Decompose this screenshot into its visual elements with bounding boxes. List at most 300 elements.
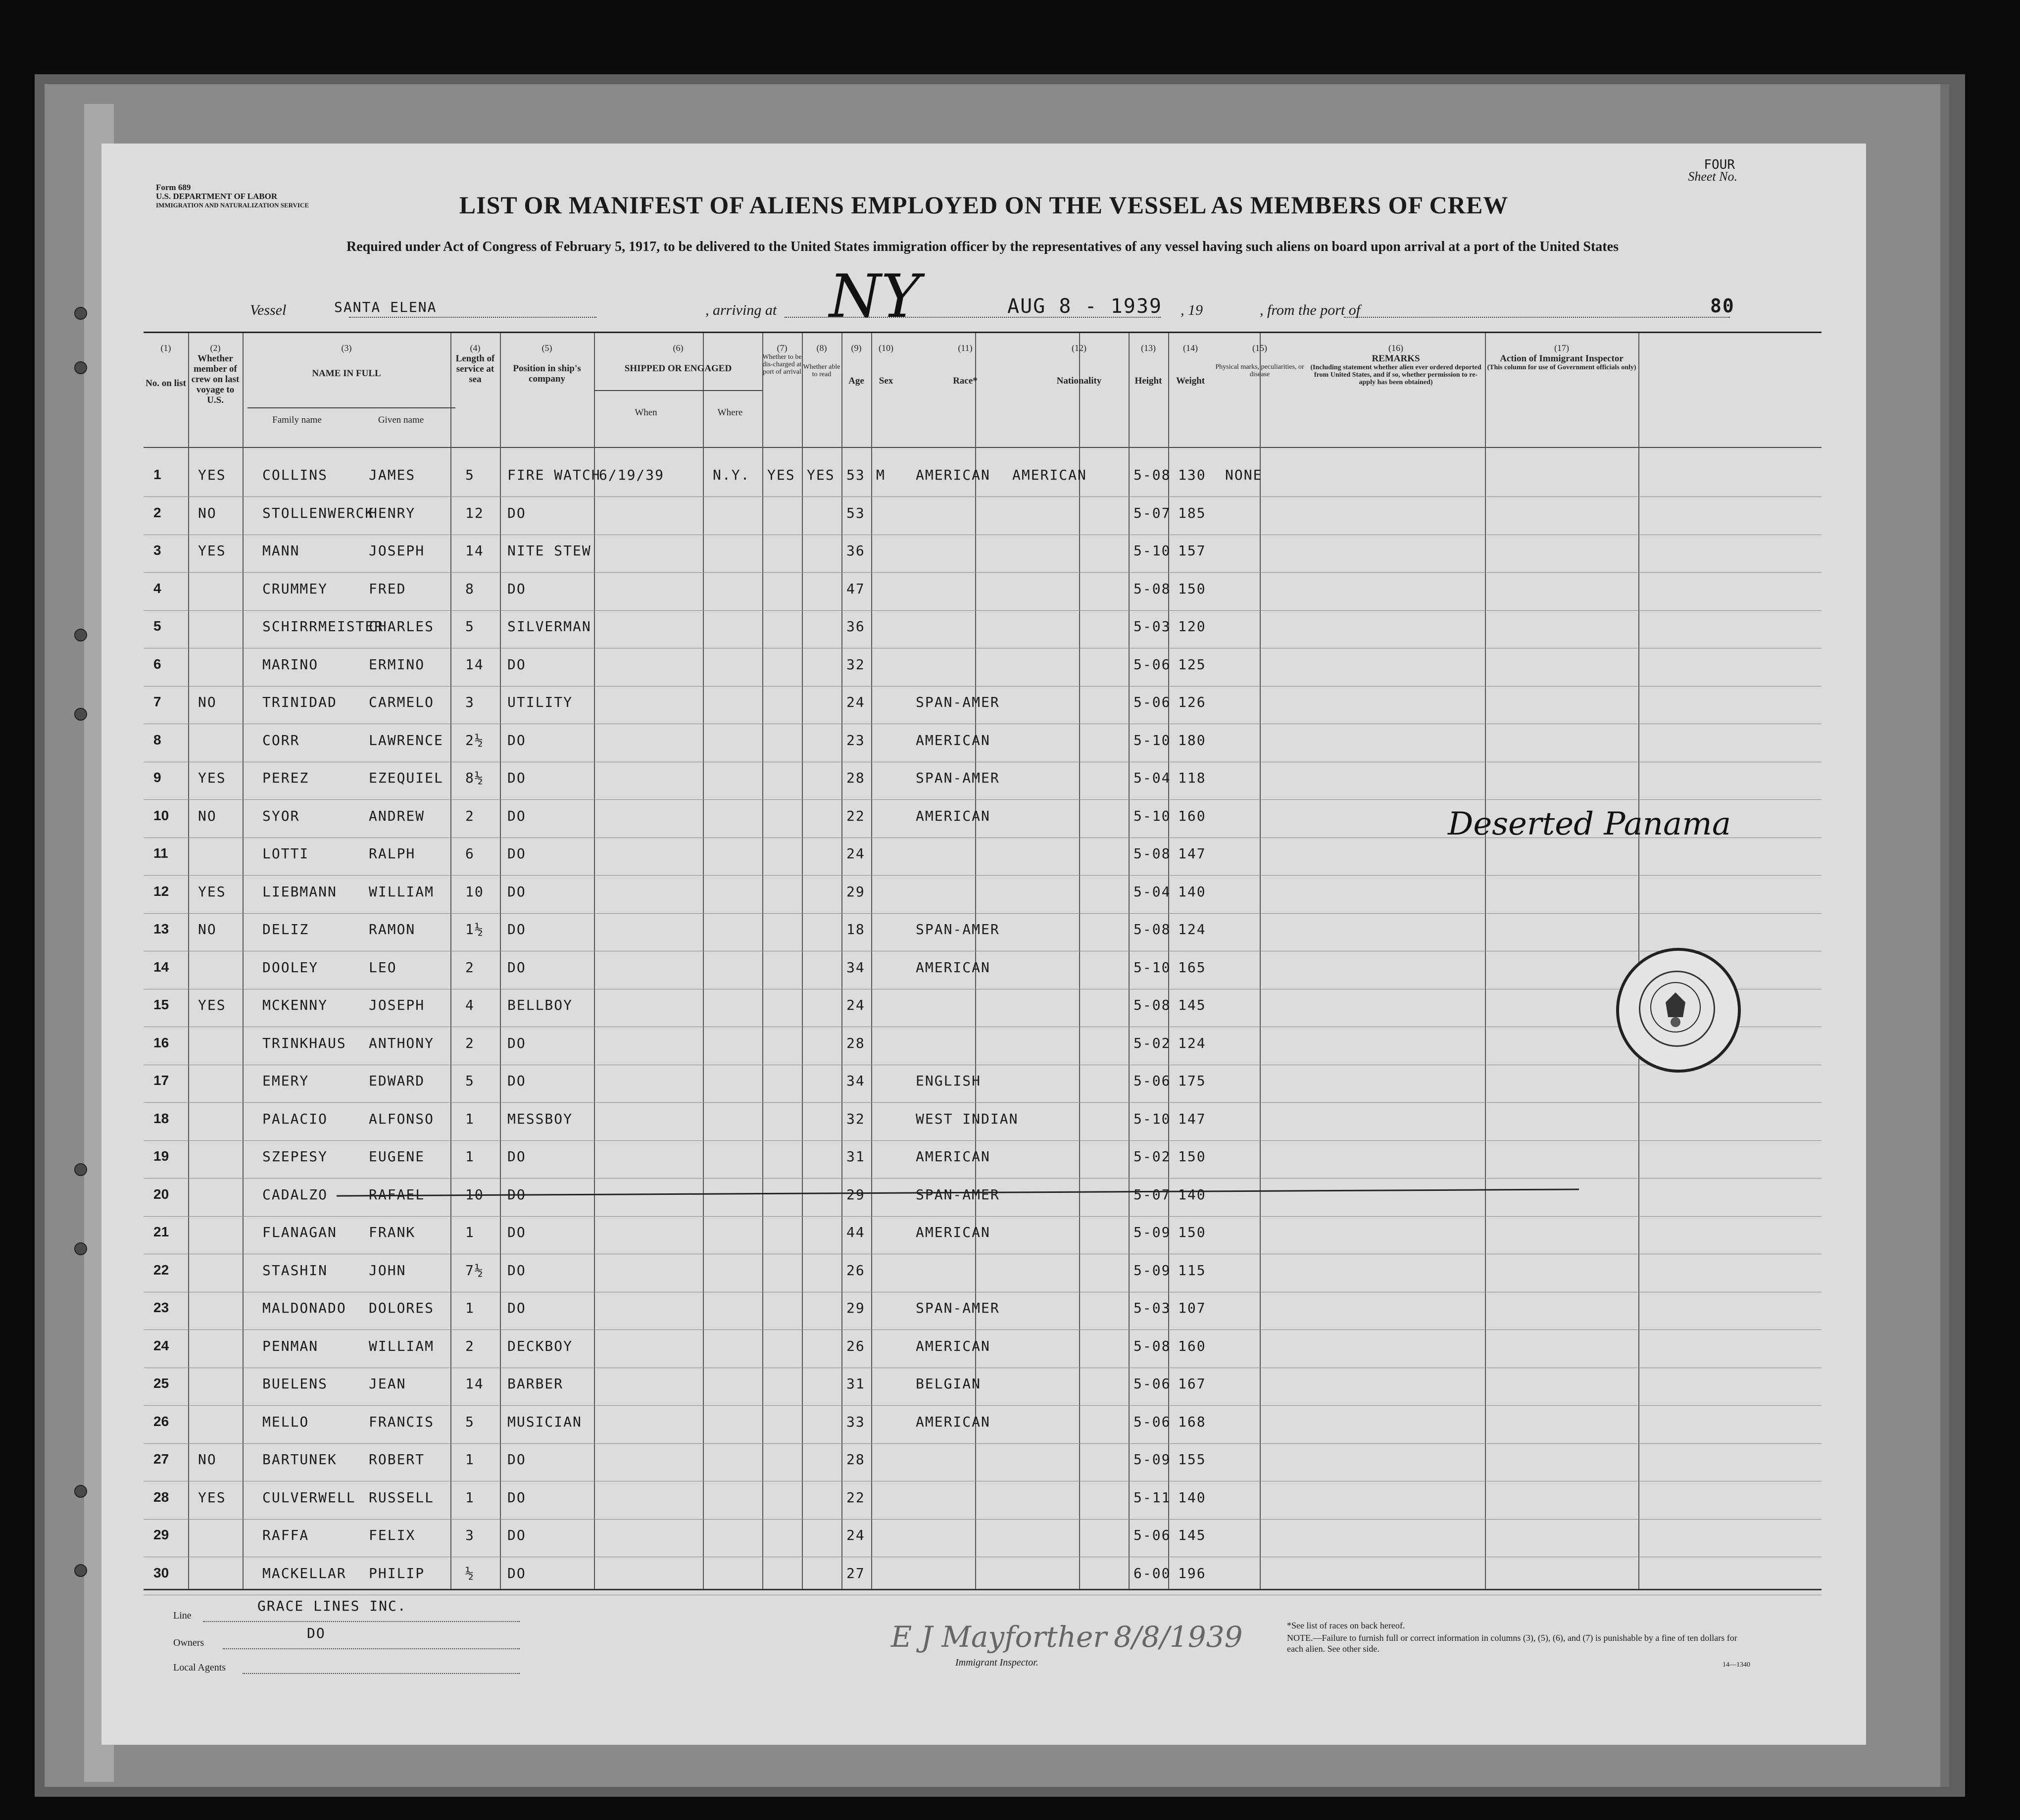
position: DO xyxy=(507,1527,526,1543)
row-number: 12 xyxy=(153,883,169,899)
given-name: JEAN xyxy=(369,1376,406,1392)
service-length: 1 xyxy=(465,1451,475,1468)
row-number: 20 xyxy=(153,1186,169,1202)
col-header-height: (13) Height xyxy=(1134,343,1162,386)
given-name: ANTHONY xyxy=(369,1034,435,1051)
deserted-remark: Deserted Panama xyxy=(1448,806,1731,842)
weight: 157 xyxy=(1178,542,1206,559)
family-name: BARTUNEK xyxy=(262,1451,337,1468)
weight: 140 xyxy=(1178,1186,1206,1203)
given-name: DOLORES xyxy=(369,1300,435,1316)
race: SPAN-AMER xyxy=(916,921,1000,937)
table-row xyxy=(144,1451,1822,1489)
weight: 147 xyxy=(1178,845,1206,862)
given-name: RAMON xyxy=(369,921,416,937)
age: 32 xyxy=(846,656,865,673)
arriving-port-handwritten: NY xyxy=(829,262,921,331)
service-length: 10 xyxy=(465,1186,484,1203)
given-name: LAWRENCE xyxy=(369,732,443,748)
weight: 124 xyxy=(1178,921,1206,937)
height: 5-10 xyxy=(1133,807,1171,824)
race: AMERICAN xyxy=(916,732,990,748)
weight: 140 xyxy=(1178,883,1206,900)
table-row xyxy=(144,997,1822,1034)
family-name: MANN xyxy=(262,542,300,559)
col-header-read: (8) Whether able to read xyxy=(803,343,840,378)
position: DO xyxy=(507,807,526,824)
service-length: 5 xyxy=(465,467,475,483)
position: MUSICIAN xyxy=(507,1413,582,1430)
given-name: FRANK xyxy=(369,1224,416,1240)
race: AMERICAN xyxy=(916,467,990,483)
row-number: 26 xyxy=(153,1413,169,1429)
row-rule xyxy=(144,1329,1822,1330)
table-row xyxy=(144,1262,1822,1300)
given-name: JOSEPH xyxy=(369,542,425,559)
col-header-age: (9) Age xyxy=(848,343,864,386)
table-row xyxy=(144,656,1822,694)
last-voyage: NO xyxy=(198,1451,217,1468)
row-number: 17 xyxy=(153,1073,169,1088)
row-number: 15 xyxy=(153,997,169,1012)
given-name: ALFONSO xyxy=(369,1110,435,1127)
race: WEST INDIAN xyxy=(916,1110,1019,1127)
row-number: 6 xyxy=(153,656,161,672)
table-row xyxy=(144,1489,1822,1527)
sheet-number-value: FOUR xyxy=(1704,157,1735,172)
position: UTILITY xyxy=(507,694,573,710)
family-name: TRINIDAD xyxy=(262,694,337,710)
weight: 160 xyxy=(1178,807,1206,824)
row-rule xyxy=(144,1519,1822,1520)
height: 5-10 xyxy=(1133,732,1171,748)
table-row xyxy=(144,884,1822,921)
age: 29 xyxy=(846,1186,865,1203)
height: 5-07 xyxy=(1133,504,1171,521)
age: 36 xyxy=(846,542,865,559)
page-subtitle: Required under Act of Congress of February 5, 1917, to be delivered to the United States immigration officer by the representatives of any vessel having such aliens on board upon arrival at a port of the United States xyxy=(346,239,1619,254)
row-rule xyxy=(144,496,1822,497)
family-name: COLLINS xyxy=(262,467,328,483)
age: 28 xyxy=(846,1034,865,1051)
height: 5-02 xyxy=(1133,1034,1171,1051)
service-length: 12 xyxy=(465,504,484,521)
age: 32 xyxy=(846,1110,865,1127)
table-row xyxy=(144,732,1822,770)
age: 22 xyxy=(846,1489,865,1506)
table-row xyxy=(144,1224,1822,1262)
given-name: ROBERT xyxy=(369,1451,425,1468)
row-rule xyxy=(144,1178,1822,1179)
physical-marks: NONE xyxy=(1225,467,1263,483)
service-length: 2 xyxy=(465,807,475,824)
table-row xyxy=(144,1527,1822,1565)
position: DO xyxy=(507,770,526,786)
given-name: CARMELO xyxy=(369,694,435,710)
row-rule xyxy=(144,1140,1822,1141)
table-row xyxy=(144,1300,1822,1337)
last-voyage: YES xyxy=(198,997,226,1013)
row-rule xyxy=(144,610,1822,611)
row-number: 10 xyxy=(153,807,169,823)
inspector-signature: E J Mayforther xyxy=(891,1620,1107,1654)
position: BELLBOY xyxy=(507,997,573,1013)
weight: 124 xyxy=(1178,1034,1206,1051)
row-number: 3 xyxy=(153,542,161,558)
row-rule xyxy=(144,913,1822,914)
sheet-number-label: Sheet No. xyxy=(1688,169,1737,184)
binder-hole xyxy=(74,1163,87,1176)
race: SPAN-AMER xyxy=(916,1300,1000,1316)
row-number: 13 xyxy=(153,921,169,936)
age: 29 xyxy=(846,883,865,900)
nationality: AMERICAN xyxy=(1012,467,1087,483)
weight: 145 xyxy=(1178,1527,1206,1543)
table-row xyxy=(144,1111,1822,1148)
given-name: ANDREW xyxy=(369,807,425,824)
service-length: 14 xyxy=(465,1376,484,1392)
position: DO xyxy=(507,1451,526,1468)
table-row xyxy=(144,694,1822,732)
row-number: 1 xyxy=(153,467,161,482)
given-name: JOSEPH xyxy=(369,997,425,1013)
row-number: 18 xyxy=(153,1110,169,1126)
service-length: 1 xyxy=(465,1148,475,1165)
binder-hole xyxy=(74,708,87,721)
penalty-note: NOTE.—Failure to furnish full or correct information in columns (3), (5), (6), and (7) is punishable by a fine of ten dollars for each alien. See other side. xyxy=(1287,1633,1737,1654)
height: 5-09 xyxy=(1133,1224,1171,1240)
given-name: JOHN xyxy=(369,1262,406,1279)
col-header-name: (3) NAME IN FULL Family name Given name xyxy=(243,343,450,379)
height: 5-10 xyxy=(1133,959,1171,976)
position: DO xyxy=(507,1224,526,1240)
last-voyage: YES xyxy=(198,467,226,483)
weight: 165 xyxy=(1178,959,1206,976)
family-name: CORR xyxy=(262,732,300,748)
position: MESSBOY xyxy=(507,1110,573,1127)
table-row xyxy=(144,1035,1822,1073)
age: 24 xyxy=(846,845,865,862)
service-length: 14 xyxy=(465,656,484,673)
race: AMERICAN xyxy=(916,1337,990,1354)
table-row xyxy=(144,618,1822,656)
race: SPAN-AMER xyxy=(916,770,1000,786)
height: 5-06 xyxy=(1133,694,1171,710)
family-name: PALACIO xyxy=(262,1110,328,1127)
vessel-dotline xyxy=(349,317,596,318)
service-length: 5 xyxy=(465,1073,475,1089)
given-name: PHILIP xyxy=(369,1565,425,1581)
weight: 150 xyxy=(1178,1224,1206,1240)
row-number: 5 xyxy=(153,618,161,634)
inspector-date: 8/8/1939 xyxy=(1114,1620,1243,1654)
col-header-no: (1) No. on list xyxy=(146,343,186,389)
service-length: 8½ xyxy=(465,770,484,786)
position: DO xyxy=(507,1565,526,1581)
family-name: FLANAGAN xyxy=(262,1224,337,1240)
row-rule xyxy=(144,1102,1822,1103)
service-length: 10 xyxy=(465,883,484,900)
from-port-label: , from the port of xyxy=(1260,302,1361,318)
position: DO xyxy=(507,732,526,748)
given-name: CHARLES xyxy=(369,618,435,635)
given-name: RAFAEL xyxy=(369,1186,425,1203)
service-length: 5 xyxy=(465,618,475,635)
position: DO xyxy=(507,656,526,673)
table-row xyxy=(144,959,1822,997)
given-name: ERMINO xyxy=(369,656,425,673)
height: 5-04 xyxy=(1133,883,1171,900)
given-name: EDWARD xyxy=(369,1073,425,1089)
row-number: 23 xyxy=(153,1300,169,1315)
col-header-action: (17) Action of Immigrant Inspector (This column for use of Government officials only) xyxy=(1487,343,1636,371)
weight: 120 xyxy=(1178,618,1206,635)
owners-label: Owners xyxy=(173,1637,204,1648)
row-rule xyxy=(144,1216,1822,1217)
age: 34 xyxy=(846,1073,865,1089)
age: 29 xyxy=(846,1300,865,1316)
race: AMERICAN xyxy=(916,807,990,824)
row-number: 4 xyxy=(153,580,161,596)
port-dotline xyxy=(1344,317,1730,318)
family-name: MELLO xyxy=(262,1413,309,1430)
given-name: JAMES xyxy=(369,467,416,483)
age: 22 xyxy=(846,807,865,824)
row-rule xyxy=(144,572,1822,573)
local-agents-label: Local Agents xyxy=(173,1662,226,1673)
row-number: 24 xyxy=(153,1337,169,1353)
weight: 168 xyxy=(1178,1413,1206,1430)
footer xyxy=(144,1589,1822,1739)
service-length: 1½ xyxy=(465,921,484,937)
position: DO xyxy=(507,1300,526,1316)
shipped-where: N.Y. xyxy=(713,467,750,483)
row-rule xyxy=(144,686,1822,687)
row-number: 25 xyxy=(153,1376,169,1391)
discharged: YES xyxy=(767,467,795,483)
last-voyage: NO xyxy=(198,807,217,824)
manifest-sheet xyxy=(101,144,1866,1745)
family-name: STASHIN xyxy=(262,1262,328,1279)
crew-table xyxy=(144,332,1822,1744)
family-name: EMERY xyxy=(262,1073,309,1089)
position: SILVERMAN xyxy=(507,618,591,635)
age: 26 xyxy=(846,1262,865,1279)
weight: 145 xyxy=(1178,997,1206,1013)
weight: 167 xyxy=(1178,1376,1206,1392)
service-length: 1 xyxy=(465,1489,475,1506)
race: AMERICAN xyxy=(916,959,990,976)
service-length: 1 xyxy=(465,1300,475,1316)
height: 5-08 xyxy=(1133,580,1171,597)
vessel-name: SANTA ELENA xyxy=(334,299,437,315)
height: 5-10 xyxy=(1133,1110,1171,1127)
height: 5-02 xyxy=(1133,1148,1171,1165)
family-name: CRUMMEY xyxy=(262,580,328,597)
height: 5-06 xyxy=(1133,1376,1171,1392)
height: 5-03 xyxy=(1133,1300,1171,1316)
able-to-read: YES xyxy=(807,467,835,483)
row-number: 14 xyxy=(153,959,169,975)
row-number: 21 xyxy=(153,1224,169,1239)
weight: 115 xyxy=(1178,1262,1206,1279)
age: 53 xyxy=(846,467,865,483)
position: DECKBOY xyxy=(507,1337,573,1354)
row-number: 29 xyxy=(153,1527,169,1542)
consular-seal-icon xyxy=(1616,948,1741,1073)
height: 5-10 xyxy=(1133,542,1171,559)
last-voyage: YES xyxy=(198,770,226,786)
table-row xyxy=(144,467,1822,504)
family-name: SZEPESY xyxy=(262,1148,328,1165)
given-name: RALPH xyxy=(369,845,416,862)
last-voyage: NO xyxy=(198,921,217,937)
position: DO xyxy=(507,1262,526,1279)
table-row xyxy=(144,1148,1822,1186)
age: 36 xyxy=(846,618,865,635)
vessel-label: Vessel xyxy=(250,302,287,318)
binder-hole xyxy=(74,1242,87,1255)
service-length: 8 xyxy=(465,580,475,597)
family-name: PEREZ xyxy=(262,770,309,786)
height: 5-11 xyxy=(1133,1489,1171,1506)
family-name: MCKENNY xyxy=(262,997,328,1013)
height: 5-07 xyxy=(1133,1186,1171,1203)
given-name: FRANCIS xyxy=(369,1413,435,1430)
row-number: 16 xyxy=(153,1034,169,1050)
service-name: IMMIGRATION AND NATURALIZATION SERVICE xyxy=(156,201,309,209)
line-value: GRACE LINES INC. xyxy=(257,1598,407,1614)
age: 24 xyxy=(846,1527,865,1543)
position: DO xyxy=(507,504,526,521)
weight: 185 xyxy=(1178,504,1206,521)
age: 24 xyxy=(846,997,865,1013)
height: 5-08 xyxy=(1133,921,1171,937)
family-name: CULVERWELL xyxy=(262,1489,356,1506)
age: 24 xyxy=(846,694,865,710)
service-length: 3 xyxy=(465,1527,475,1543)
position: DO xyxy=(507,1073,526,1089)
race: ENGLISH xyxy=(916,1073,982,1089)
crew-rows xyxy=(144,333,1822,1719)
height: 5-09 xyxy=(1133,1451,1171,1468)
weight: 118 xyxy=(1178,770,1206,786)
form-number: Form 689 xyxy=(156,183,191,192)
height: 6-00 xyxy=(1133,1565,1171,1581)
row-rule xyxy=(144,875,1822,876)
arriving-dotline xyxy=(785,317,1161,318)
age: 18 xyxy=(846,921,865,937)
height: 5-04 xyxy=(1133,770,1171,786)
given-name: RUSSELL xyxy=(369,1489,435,1506)
row-number: 28 xyxy=(153,1489,169,1505)
service-length: ½ xyxy=(465,1565,475,1581)
age: 31 xyxy=(846,1376,865,1392)
service-length: 2 xyxy=(465,1337,475,1354)
service-length: 2½ xyxy=(465,732,484,748)
col-header-weight: (14) Weight xyxy=(1176,343,1205,386)
age: 34 xyxy=(846,959,865,976)
weight: 125 xyxy=(1178,656,1206,673)
last-voyage: NO xyxy=(198,504,217,521)
given-name: LEO xyxy=(369,959,397,976)
family-name: MALDONADO xyxy=(262,1300,346,1316)
arriving-label: , arriving at xyxy=(705,302,777,318)
weight: 140 xyxy=(1178,1489,1206,1506)
row-rule xyxy=(144,1405,1822,1406)
arrival-date: AUG 8 - 1939 xyxy=(1007,295,1162,318)
family-name: CADALZO xyxy=(262,1186,328,1203)
height: 5-06 xyxy=(1133,1527,1171,1543)
position: DO xyxy=(507,1034,526,1051)
race: AMERICAN xyxy=(916,1224,990,1240)
binder-hole xyxy=(74,307,87,320)
col-header-service: (4) Length of service at sea xyxy=(455,343,495,385)
row-number: 22 xyxy=(153,1262,169,1278)
table-row xyxy=(144,921,1822,959)
weight: 180 xyxy=(1178,732,1206,748)
weight: 126 xyxy=(1178,694,1206,710)
given-name: FELIX xyxy=(369,1527,416,1543)
height: 5-06 xyxy=(1133,1073,1171,1089)
position: FIRE WATCH xyxy=(507,467,601,483)
table-row xyxy=(144,1414,1822,1451)
position: DO xyxy=(507,959,526,976)
col-header-sex: (10) Sex xyxy=(879,343,893,386)
age: 47 xyxy=(846,580,865,597)
family-name: TRINKHAUS xyxy=(262,1034,346,1051)
family-name: BUELENS xyxy=(262,1376,328,1392)
race-note: *See list of races on back hereof. xyxy=(1287,1621,1405,1630)
table-row xyxy=(144,1376,1822,1413)
family-name: SCHIRRMEISTER xyxy=(262,618,384,635)
age: 27 xyxy=(846,1565,865,1581)
position: DO xyxy=(507,883,526,900)
service-length: 7½ xyxy=(465,1262,484,1279)
service-length: 4 xyxy=(465,997,475,1013)
given-name: EZEQUIEL xyxy=(369,770,443,786)
age: 26 xyxy=(846,1337,865,1354)
given-name: WILLIAM xyxy=(369,883,435,900)
col-header-remarks: (16) REMARKS (Including statement whether alien ever ordered deported from United States, and if so, whether permission to re-apply has been obtained) xyxy=(1310,343,1481,386)
binder-hole xyxy=(74,1564,87,1577)
weight: 150 xyxy=(1178,1148,1206,1165)
height: 5-08 xyxy=(1133,1337,1171,1354)
service-length: 6 xyxy=(465,845,475,862)
binder-hole xyxy=(74,361,87,374)
service-length: 2 xyxy=(465,959,475,976)
family-name: LIEBMANN xyxy=(262,883,337,900)
row-number: 7 xyxy=(153,694,161,709)
col-header-position: (5) Position in ship's company xyxy=(513,343,581,384)
height: 5-03 xyxy=(1133,618,1171,635)
table-row xyxy=(144,845,1822,883)
weight: 155 xyxy=(1178,1451,1206,1468)
last-voyage: YES xyxy=(198,1489,226,1506)
shipped-when: 6/19/39 xyxy=(599,467,665,483)
row-rule xyxy=(144,1443,1822,1444)
binder-hole xyxy=(74,1485,87,1498)
family-name: DELIZ xyxy=(262,921,309,937)
weight: 196 xyxy=(1178,1565,1206,1581)
port-code: 80 xyxy=(1710,295,1735,317)
print-code: 14—1340 xyxy=(1723,1661,1750,1669)
position: DO xyxy=(507,1489,526,1506)
service-length: 3 xyxy=(465,694,475,710)
row-number: 19 xyxy=(153,1148,169,1164)
family-name: DOOLEY xyxy=(262,959,319,976)
page-title: LIST OR MANIFEST OF ALIENS EMPLOYED ON THE VESSEL AS MEMBERS OF CREW xyxy=(459,191,1509,219)
